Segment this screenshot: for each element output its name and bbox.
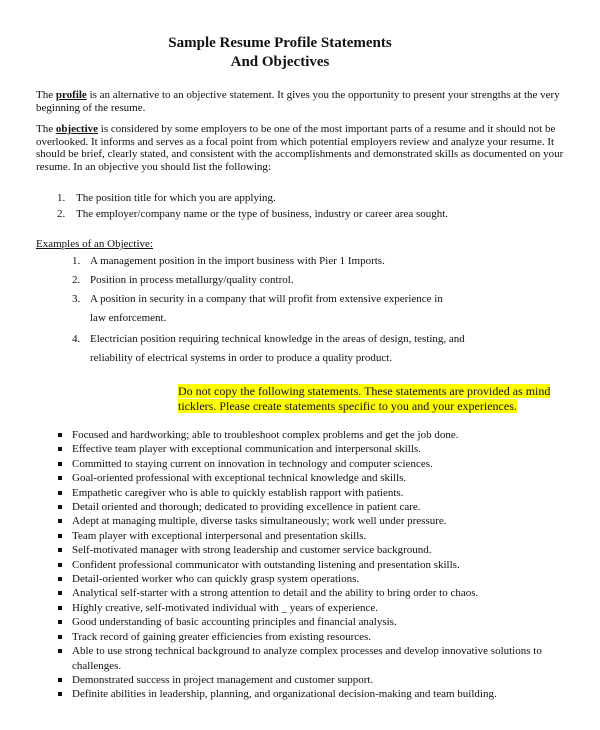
bullet-icon xyxy=(58,577,62,581)
objective-paragraph xyxy=(36,123,576,173)
list-item-text: Goal-oriented professional with exceptional technical knowledge and skills. xyxy=(72,472,407,485)
list-item xyxy=(56,687,586,701)
bullet-icon xyxy=(58,534,62,538)
list-item-text: Effective team player with exceptional communication and interpersonal skills. xyxy=(72,443,421,456)
list-item xyxy=(72,271,502,290)
list-item xyxy=(72,290,502,328)
list-item xyxy=(72,252,502,271)
list-item xyxy=(56,471,586,485)
list-item-text: Track record of gaining greater efficiencies from existing resources. xyxy=(72,630,372,643)
list-item-text: Confident professional communicator with outstanding listening and presentation skills. xyxy=(72,558,460,571)
list-item-line2: law enforcement. xyxy=(90,312,167,324)
list-item-line1: Electrician position requiring technical knowledge in the areas of design, testing, and xyxy=(90,333,465,345)
objective-text: is considered by some employers to be one of the most important parts of a resume and it should not be overlooked. It informs and serves as a focal point from which potential employers review and analyze your resume. It should be brief, clearly stated, and consistent with the accomplishments and demonstrated skills as documented on your resume. In an objective you should list the following: xyxy=(36,123,564,173)
list-item-text: Self-motivated manager with strong leadership and customer service background. xyxy=(72,544,432,557)
bullet-icon xyxy=(58,548,62,552)
highlighted-notice xyxy=(178,384,578,414)
bullet-icon xyxy=(58,447,62,451)
examples-list xyxy=(72,252,502,368)
bullet-icon xyxy=(58,591,62,595)
list-item xyxy=(56,572,586,586)
list-item xyxy=(56,457,586,471)
profile-keyword: profile xyxy=(55,89,87,101)
list-item-line2: reliability of electrical systems in order to produce a quality product. xyxy=(90,352,393,364)
list-item xyxy=(72,330,502,368)
list-item-text: Able to use strong technical background to analyze complex processes and develop innovative solutions to challenges. xyxy=(72,645,542,672)
statements-list xyxy=(56,428,586,702)
list-item xyxy=(56,500,586,514)
list-number: 2. xyxy=(57,208,66,220)
list-item xyxy=(56,630,586,644)
list-item-line1: A position in security in a company that will profit from extensive experience in xyxy=(90,293,443,305)
profile-text: is an alternative to an objective statement. It gives you the opportunity to present your strengths at the very beginning of the resume. xyxy=(36,89,560,114)
list-item xyxy=(56,514,586,528)
list-item-text: Detail-oriented worker who can quickly grasp system operations. xyxy=(72,573,360,586)
bullet-icon xyxy=(58,505,62,509)
list-item-text: Highly creative, self-motivated individual with _ years of experience. xyxy=(72,601,379,614)
objective-keyword: objective xyxy=(55,123,99,135)
profile-paragraph xyxy=(36,89,576,114)
list-item xyxy=(57,192,557,205)
objective-prefix: The xyxy=(36,123,56,135)
list-number: 1. xyxy=(57,192,66,204)
list-item xyxy=(56,558,586,572)
examples-heading-text: Examples of an Objective xyxy=(36,238,150,250)
list-item xyxy=(56,486,586,500)
list-item xyxy=(56,615,586,629)
list-item-text: The position title for which you are applying. xyxy=(76,192,276,204)
list-item-text: Demonstrated success in project management and customer support. xyxy=(72,673,374,686)
list-item-text: Committed to staying current on innovation in technology and computer sciences. xyxy=(72,457,433,470)
list-number: 1. xyxy=(72,255,81,267)
list-item-text: A management position in the import business with Pier 1 Imports. xyxy=(90,255,385,267)
bullet-icon xyxy=(58,476,62,480)
bullet-icon xyxy=(58,678,62,682)
list-item-text: Adept at managing multiple, diverse tasks simultaneously; work well under pressure. xyxy=(72,515,447,528)
list-item-text: Analytical self-starter with a strong attention to detail and the ability to bring order to chaos. xyxy=(72,587,479,600)
bullet-icon xyxy=(58,433,62,437)
list-number: 3. xyxy=(72,293,81,305)
list-item xyxy=(56,601,586,615)
notice-text: Do not copy the following statements. These statements are provided as mind ticklers. Please create statements specific to you and your experiences. xyxy=(178,384,551,413)
list-item xyxy=(56,428,586,442)
bullet-icon xyxy=(58,620,62,624)
bullet-icon xyxy=(58,692,62,696)
list-item xyxy=(56,529,586,543)
bullet-icon xyxy=(58,563,62,567)
list-item xyxy=(56,442,586,456)
document-title-line2: And Objectives xyxy=(230,54,330,70)
list-item-text: Focused and hardworking; able to troubleshoot complex problems and get the job done. xyxy=(72,429,459,441)
bullet-icon xyxy=(58,606,62,610)
list-item xyxy=(56,586,586,600)
list-number: 2. xyxy=(72,274,81,286)
bullet-icon xyxy=(58,491,62,495)
list-item-text: Position in process metallurgy/quality control. xyxy=(90,274,294,286)
list-item-text: Detail oriented and thorough; dedicated to providing excellence in patient care. xyxy=(72,501,421,514)
list-item-text: Definite abilities in leadership, planning, and organizational decision-making and team building. xyxy=(72,688,497,701)
profile-prefix: The xyxy=(36,89,56,101)
list-item-text: Good understanding of basic accounting principles and financial analysis. xyxy=(72,616,397,629)
bullet-icon xyxy=(58,462,62,466)
list-item-text: Empathetic caregiver who is able to quickly establish rapport with patients. xyxy=(72,486,404,499)
list-item xyxy=(56,644,586,673)
objective-requirements-list xyxy=(57,192,557,224)
list-item xyxy=(57,208,557,221)
list-item-text: The employer/company name or the type of business, industry or career area sought. xyxy=(76,208,449,220)
list-item xyxy=(56,673,586,687)
document-title-line1: Sample Resume Profile Statements xyxy=(168,35,392,51)
examples-heading-colon: : xyxy=(149,238,153,250)
list-number: 4. xyxy=(72,333,81,345)
examples-heading xyxy=(36,238,153,251)
bullet-icon xyxy=(58,649,62,653)
list-item xyxy=(56,543,586,557)
bullet-icon xyxy=(58,519,62,523)
bullet-icon xyxy=(58,635,62,639)
list-item-text: Team player with exceptional interpersonal and presentation skills. xyxy=(72,529,367,542)
